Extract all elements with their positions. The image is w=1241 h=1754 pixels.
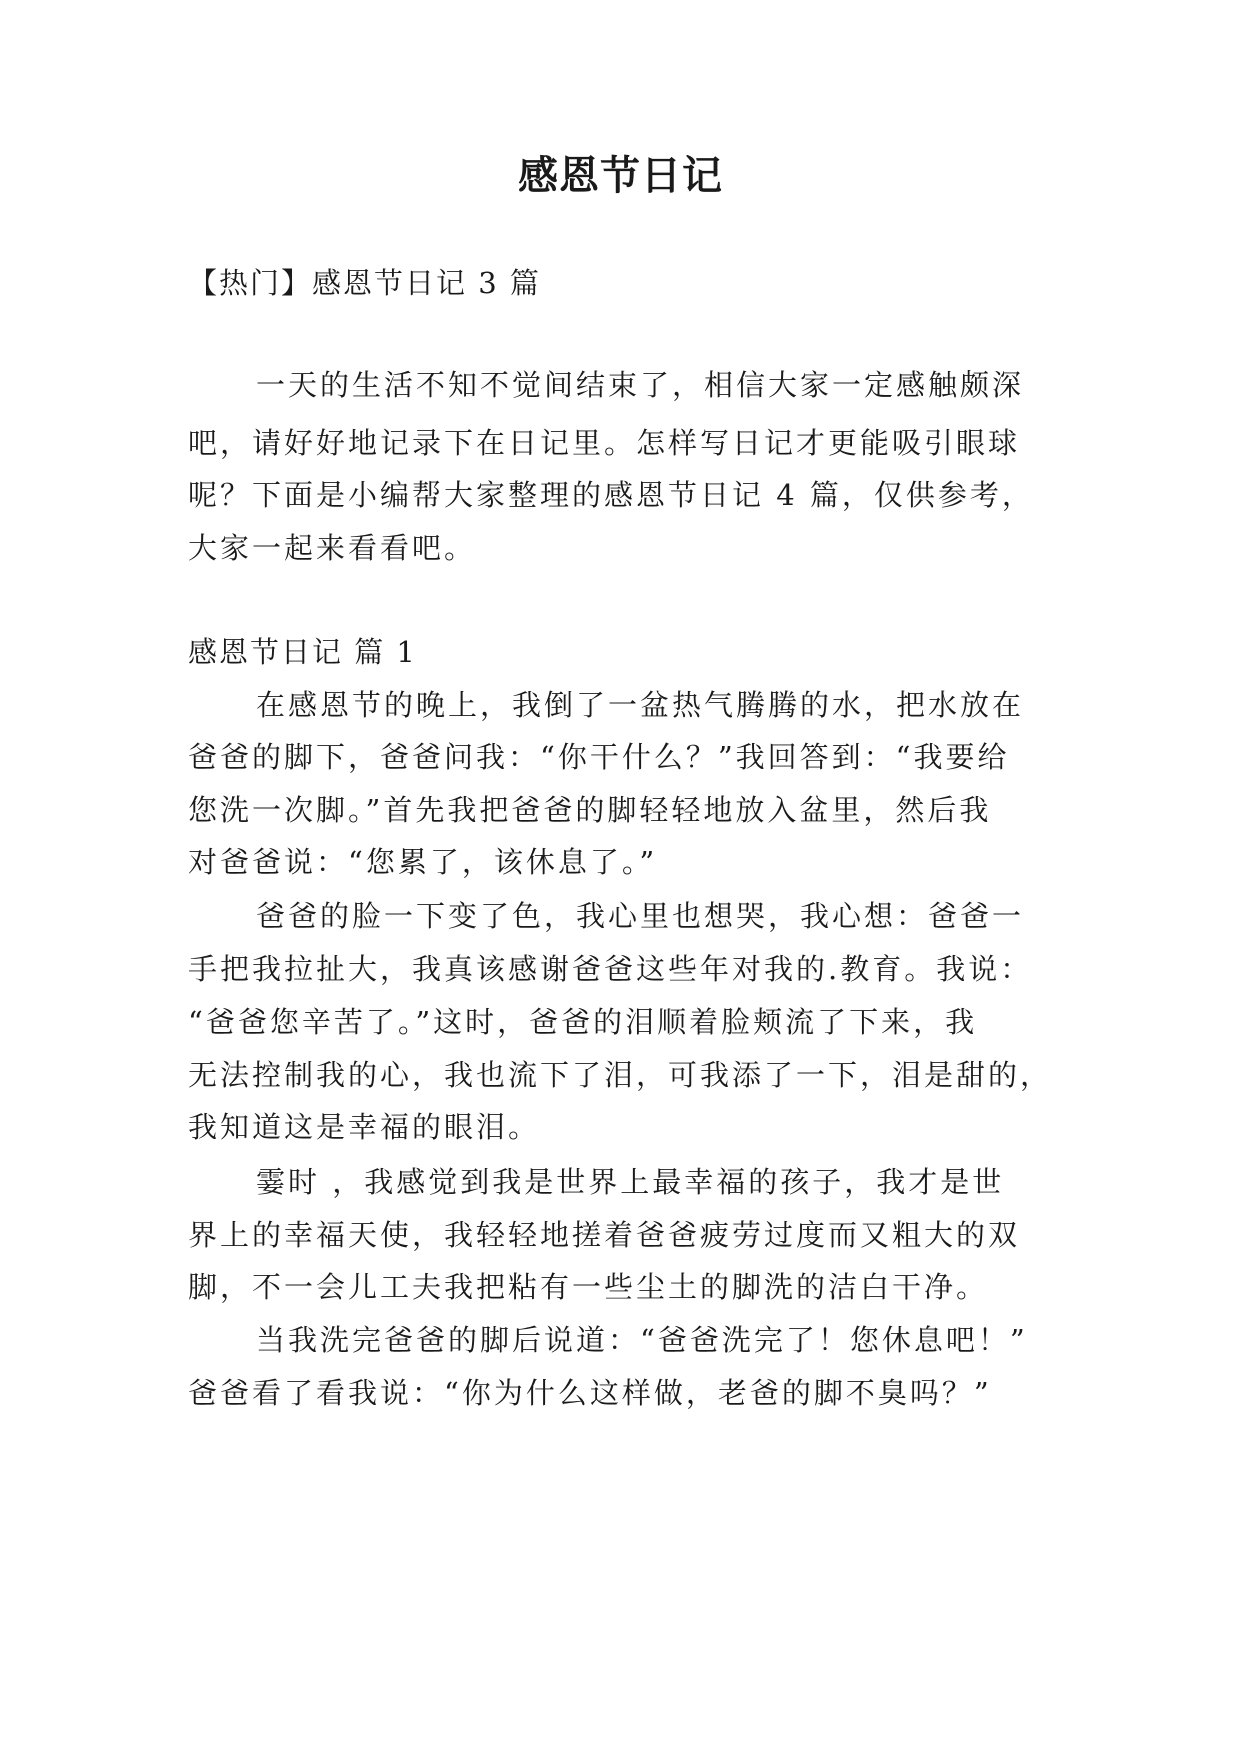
paragraph-line: 爸爸看了看我说：“你为什么这样做，老爸的脚不臭吗？”: [188, 1376, 992, 1410]
paragraph-line: 手把我拉扯大，我真该感谢爸爸这些年对我的.教育。我说：: [188, 952, 1033, 986]
paragraph-line: 界上的幸福天使，我轻轻地搓着爸爸疲劳过度而又粗大的双: [188, 1218, 1021, 1252]
paragraph-line: 在感恩节的晚上，我倒了一盆热气腾腾的水，把水放在: [256, 688, 1025, 722]
paragraph-line: 霎时 ，我感觉到我是世界上最幸福的孩子，我才是世: [256, 1165, 1005, 1199]
intro-line-1: 一天的生活不知不觉间结束了，相信大家一定感触颇深: [256, 368, 1025, 402]
paragraph-line: 您洗一次脚。”首先我把爸爸的脚轻轻地放入盆里，然后我: [188, 793, 992, 827]
paragraph-line: “爸爸您辛苦了。”这时，爸爸的泪顺着脸颊流了下来，我: [188, 1005, 978, 1039]
doc-subtitle: 【热门】感恩节日记 3 篇: [188, 266, 541, 300]
paragraph-line: 无法控制我的心，我也流下了泪，可我添了一下，泪是甜的，: [188, 1058, 1053, 1092]
paragraph-line: 爸爸的脚下，爸爸问我：“你干什么？”我回答到：“我要给: [188, 740, 1010, 774]
section-heading: 感恩节日记 篇 1: [188, 635, 417, 669]
paragraph-line: 脚，不一会儿工夫我把粘有一些尘土的脚洗的洁白干净。: [188, 1270, 989, 1304]
intro-line-2: 吧，请好好地记录下在日记里。怎样写日记才更能吸引眼球: [188, 426, 1021, 460]
paragraph-line: 当我洗完爸爸的脚后说道：“爸爸洗完了！您休息吧！”: [256, 1323, 1028, 1357]
paragraph-line: 对爸爸说：“您累了，该休息了。”: [188, 845, 658, 879]
page-title: 感恩节日记: [518, 152, 723, 199]
paragraph-line: 我知道这是幸福的眼泪。: [188, 1110, 541, 1144]
paragraph-line: 爸爸的脸一下变了色，我心里也想哭，我心想：爸爸一: [256, 899, 1025, 933]
intro-line-4: 大家一起来看看吧。: [188, 531, 477, 565]
intro-line-3: 呢？下面是小编帮大家整理的感恩节日记 4 篇，仅供参考，: [188, 478, 1034, 512]
